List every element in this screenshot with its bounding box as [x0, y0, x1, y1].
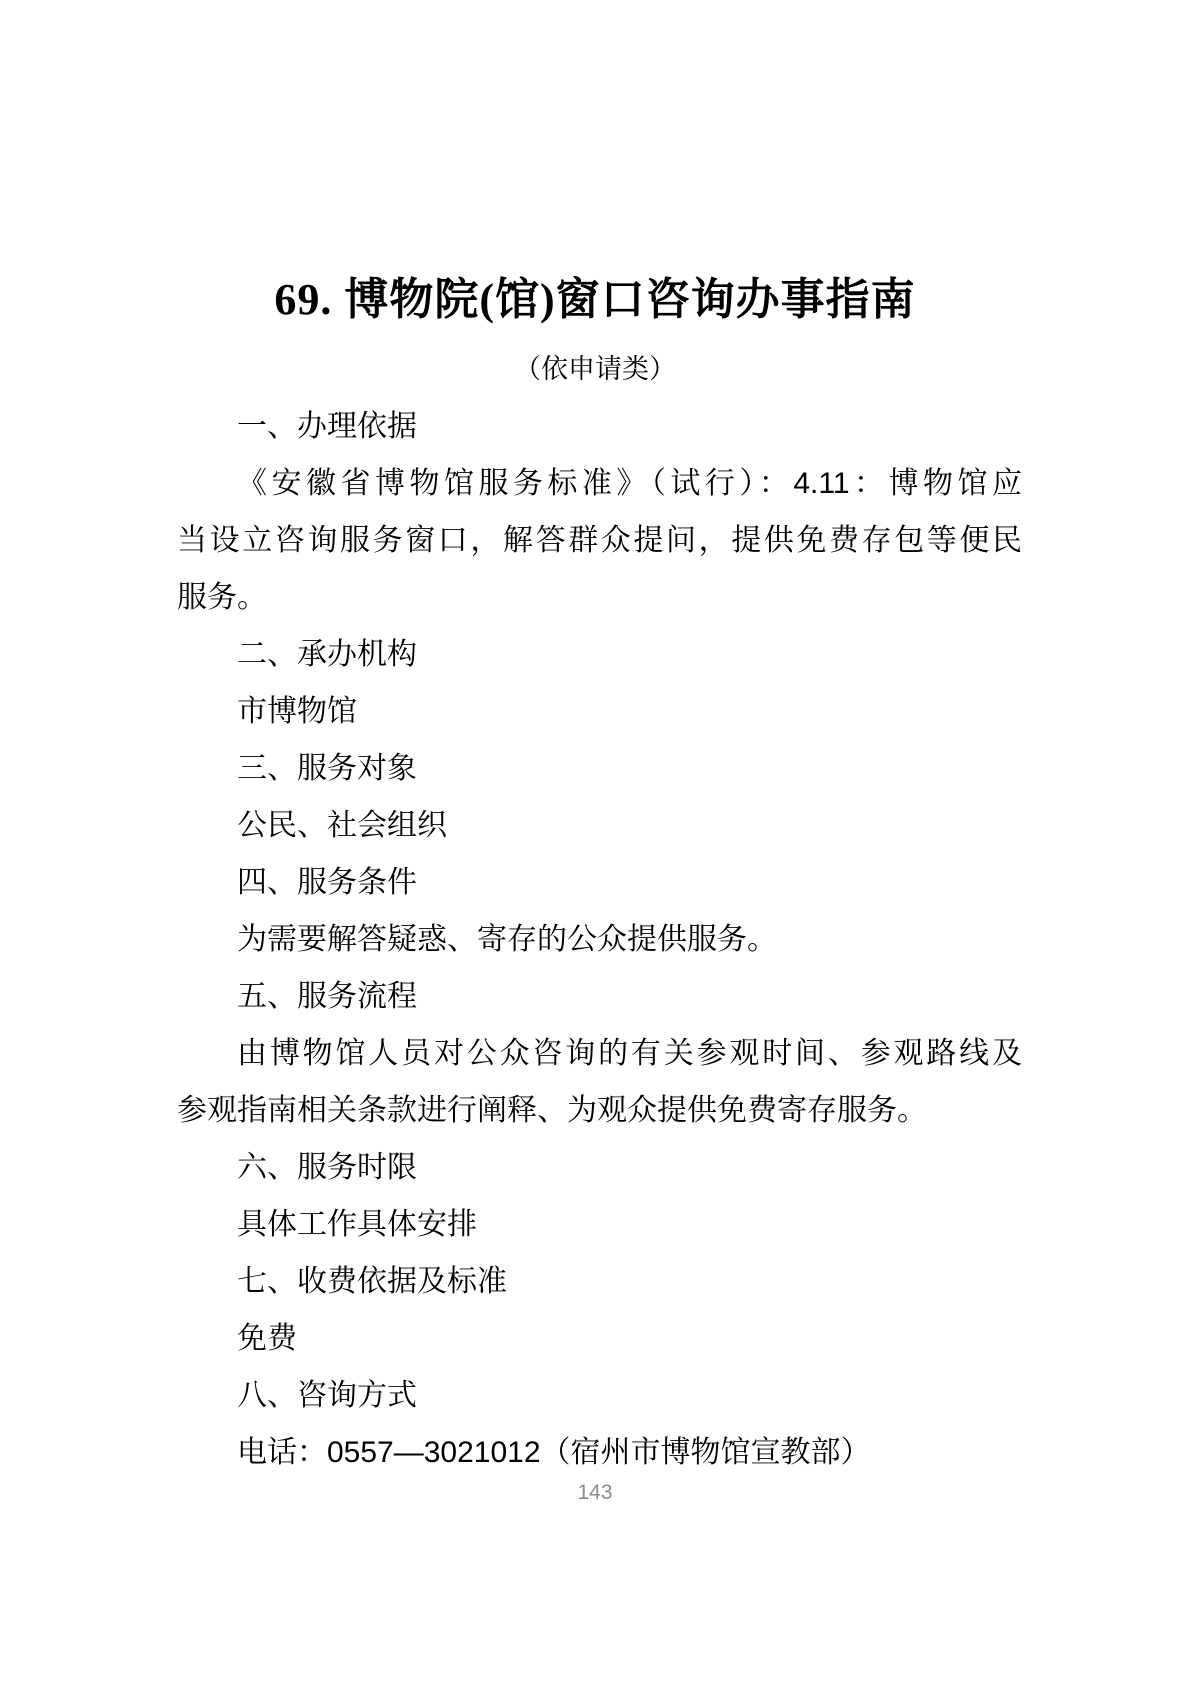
paragraph-line: 免费: [237, 1322, 297, 1355]
phone-contact-line: 电话：0557—3021012（宿州市博物馆宣教部）: [237, 1436, 871, 1469]
section-heading-1: 一、办理依据: [237, 410, 417, 443]
page-subtitle: （依申请类）: [514, 354, 676, 384]
section-heading-3: 三、服务对象: [237, 752, 417, 785]
section-heading-4: 四、服务条件: [237, 866, 417, 899]
paragraph-line: 当设立咨询服务窗口，解答群众提问，提供免费存包等便民: [177, 524, 1022, 557]
paragraph-line: 由博物馆人员对公众咨询的有关参观时间、参观路线及: [237, 1037, 1022, 1070]
paragraph-line: 具体工作具体安排: [237, 1208, 477, 1241]
section-heading-7: 七、收费依据及标准: [237, 1265, 507, 1298]
document-body: [177, 398, 1022, 1481]
paragraph-line: 《安徽省博物馆服务标准》（试行）：4.11：博物馆应: [237, 467, 1022, 500]
section-heading-8: 八、咨询方式: [237, 1379, 417, 1412]
section-heading-6: 六、服务时限: [237, 1151, 417, 1184]
paragraph-line: 市博物馆: [237, 695, 357, 728]
paragraph-line: 为需要解答疑惑、寄存的公众提供服务。: [237, 923, 777, 956]
section-heading-2: 二、承办机构: [237, 638, 417, 671]
paragraph-line: 公民、社会组织: [237, 809, 447, 842]
page-title: 69. 博物院(馆)窗口咨询办事指南: [274, 275, 916, 324]
page-number: 143: [577, 1481, 613, 1504]
paragraph-line: 服务。: [177, 581, 267, 614]
paragraph-line: 参观指南相关条款进行阐释、为观众提供免费寄存服务。: [177, 1094, 927, 1127]
section-heading-5: 五、服务流程: [237, 980, 417, 1013]
